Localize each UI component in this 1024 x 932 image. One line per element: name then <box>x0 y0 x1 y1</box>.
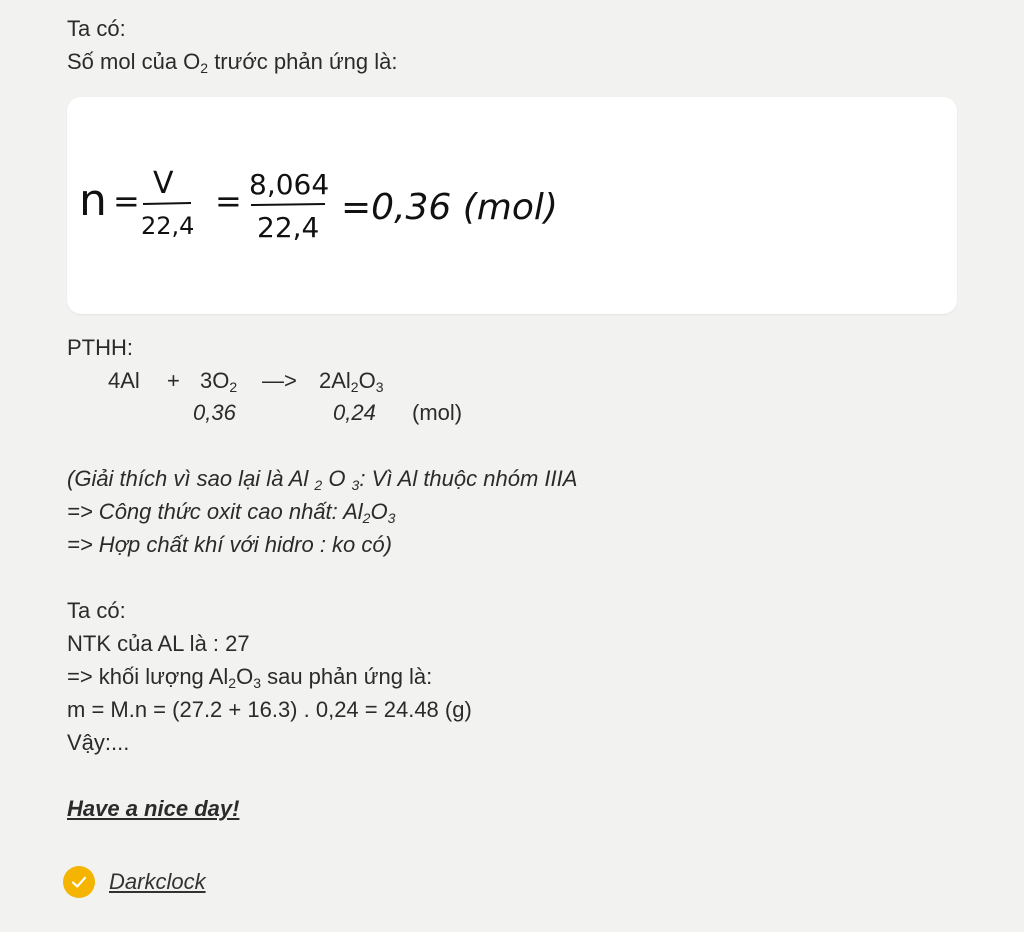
reaction-heading: PTHH: <box>67 335 133 360</box>
mol-o2: 0,36 <box>193 400 236 425</box>
calc-line-5: Vậy:... <box>67 730 130 755</box>
explanation-line-1: (Giải thích vì sao lại là Al $_2$ O $_3$: Vì Al thuộc nhóm IIIA <box>67 466 578 493</box>
calc-line-1: Ta có: <box>67 598 126 623</box>
reaction-equation <box>0 366 1024 396</box>
reactant-o2: $3O_2$ <box>200 368 238 395</box>
checkmark-icon <box>63 866 95 898</box>
closing-message: Have a nice day! <box>67 796 240 821</box>
formula-v: V <box>153 166 174 201</box>
formula-card <box>67 97 957 314</box>
author-name-link[interactable]: Darkclock <box>109 869 206 894</box>
reaction-moles <box>0 398 1024 428</box>
formula-n: n <box>79 175 107 226</box>
explanation-line-3: => Hợp chất khí với hidro : ko có) <box>67 532 392 557</box>
explanation-line-2: => Công thức oxit cao nhất: $Al_2O_3$ <box>67 499 396 526</box>
reactant-al: 4Al <box>108 368 140 393</box>
formula-equals-1: = <box>113 182 140 220</box>
plus-sign: + <box>167 368 180 393</box>
author-signature[interactable] <box>63 866 206 898</box>
mol-al2o3: 0,24 <box>333 400 376 425</box>
intro-line-2: Số mol của $O_2$ trước phản ứng là: <box>67 49 398 76</box>
fraction-bar-2 <box>251 204 325 205</box>
formula-denominator-1: 22,4 <box>141 212 195 240</box>
formula-result: =0,36 (mol) <box>341 187 558 228</box>
mol-unit: (mol) <box>412 400 463 425</box>
fraction-bar-1 <box>143 203 191 204</box>
intro-line-1: Ta có: <box>67 16 126 41</box>
formula-denominator-2: 22,4 <box>257 211 320 244</box>
formula-numerator-2: 8,064 <box>249 168 330 201</box>
formula-equals-2: = <box>215 182 242 220</box>
calc-line-2: NTK của AL là : 27 <box>67 631 250 656</box>
reaction-arrow: —> <box>262 368 297 393</box>
calc-line-4: m = M.n = (27.2 + 16.3) . 0,24 = 24.48 (g) <box>67 697 472 722</box>
product-al2o3: $2Al_2O_3$ <box>319 368 384 395</box>
calc-line-3: => khối lượng $Al_2O_3$ sau phản ứng là: <box>67 664 433 691</box>
